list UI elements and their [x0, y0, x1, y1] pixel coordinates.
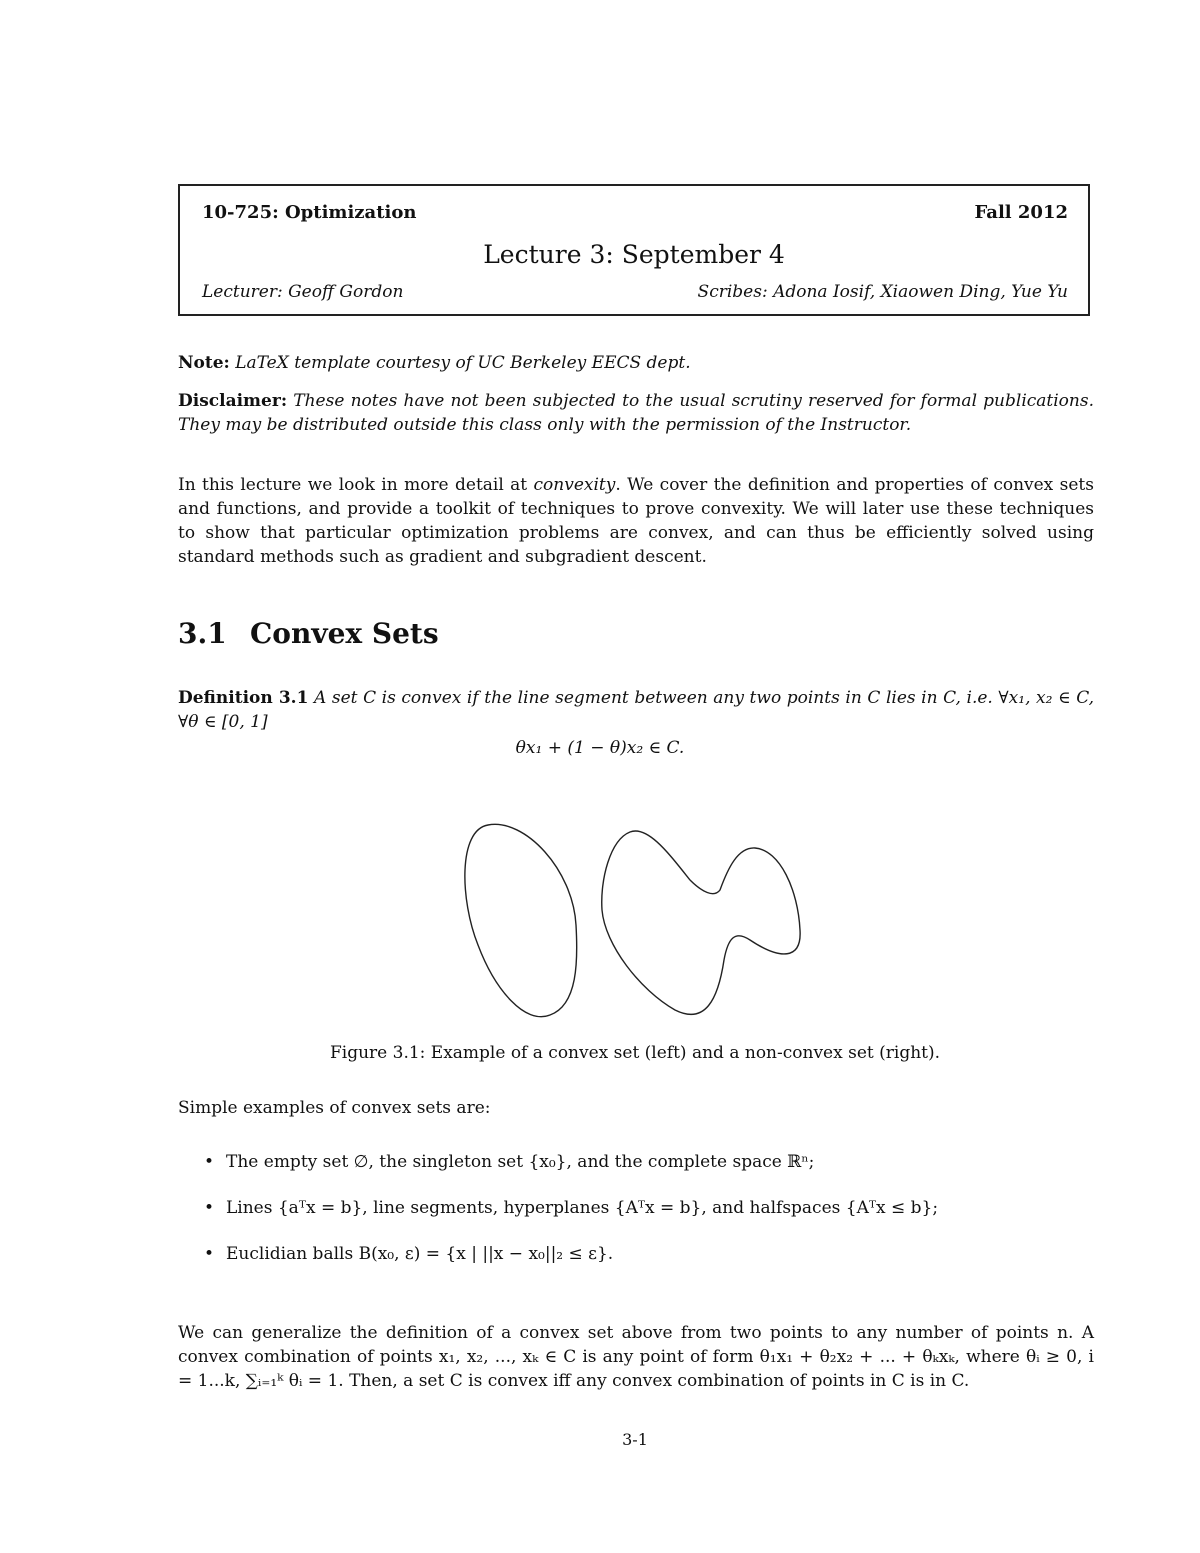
convex-sets-figure [450, 810, 820, 1035]
list-item-text: Lines {aᵀx = b}, line segments, hyperplanes {Aᵀx = b}, and halfspaces {Aᵀx ≤ b}; [226, 1198, 939, 1218]
section-heading [178, 617, 439, 650]
definition-equation: θx₁ + (1 − θ)x₂ ∈ C. [515, 738, 685, 758]
section-number: 3.1 [178, 617, 227, 650]
list-item-text: The empty set ∅, the singleton set {x₀}, and the complete space ℝⁿ; [226, 1152, 815, 1172]
list-item-text: Euclidian balls B(x₀, ε) = {x | ||x − x₀||₂ ≤ ε}. [226, 1244, 614, 1264]
definition-label: Definition 3.1 [178, 688, 309, 708]
intro-paragraph [178, 473, 1094, 569]
list-item [204, 1150, 1094, 1196]
scribes: Scribes: Adona Iosif, Xiaowen Ding, Yue Yu [697, 282, 1068, 302]
list-item [204, 1242, 1094, 1288]
note-label: Note: [178, 353, 230, 373]
disclaimer-paragraph [178, 389, 1094, 437]
non-convex-set-shape [602, 831, 800, 1014]
convex-set-shape [465, 824, 577, 1016]
intro-emphasis: convexity [533, 475, 616, 495]
figure-caption: Figure 3.1: Example of a convex set (left) and a non-convex set (right). [329, 1043, 941, 1063]
bullet-icon: • [204, 1152, 215, 1172]
course-name: 10-725: Optimization [202, 202, 417, 223]
term: Fall 2012 [974, 202, 1068, 223]
note-paragraph [178, 351, 1094, 375]
intro-text-after: . We cover the definition and properties of convex sets and functions, and provide a toolkit of techniques to prove convexity. We will later use these techniques to show that particular optimization problems are convex, and can thus be efficiently solved using standard methods such as gradient and subgradient descent. [178, 475, 1094, 567]
bullet-icon: • [204, 1198, 215, 1218]
lecturer: Lecturer: Geoff Gordon [202, 282, 404, 302]
disclaimer-label: Disclaimer: [178, 391, 288, 411]
simple-examples-intro: Simple examples of convex sets are: [178, 1098, 491, 1118]
lecture-header [178, 184, 1090, 316]
intro-text-before: In this lecture we look in more detail at [178, 475, 534, 495]
section-title: Convex Sets [250, 617, 439, 650]
examples-list [204, 1150, 1094, 1288]
generalization-paragraph: We can generalize the definition of a convex set above from two points to any number of points n. A convex combination of points x₁, x₂, ..., xₖ ∈ C is any point of form θ₁x₁ + θ₂x₂ + ... + θₖxₖ, where θᵢ ≥ 0, i = 1...k, ∑ᵢ₌₁ᵏ θᵢ = 1. Then, a set C is convex iff any convex combination of points in C is in C. [178, 1323, 1094, 1391]
list-item [204, 1196, 1094, 1242]
definition-text: A set C is convex if the line segment between any two points in C lies in C, i.e. ∀x₁, x₂ ∈ C, ∀θ ∈ [0, 1] [178, 688, 1095, 732]
disclaimer-text: These notes have not been subjected to the usual scrutiny reserved for formal publications. They may be distributed outside this class only with the permission of the Instructor. [178, 391, 1094, 435]
page-number: 3-1 [622, 1430, 648, 1449]
definition-paragraph [178, 686, 1094, 734]
bullet-icon: • [204, 1244, 215, 1264]
note-text: LaTeX template courtesy of UC Berkeley EECS dept. [235, 353, 691, 373]
lecture-title: Lecture 3: September 4 [483, 240, 785, 269]
